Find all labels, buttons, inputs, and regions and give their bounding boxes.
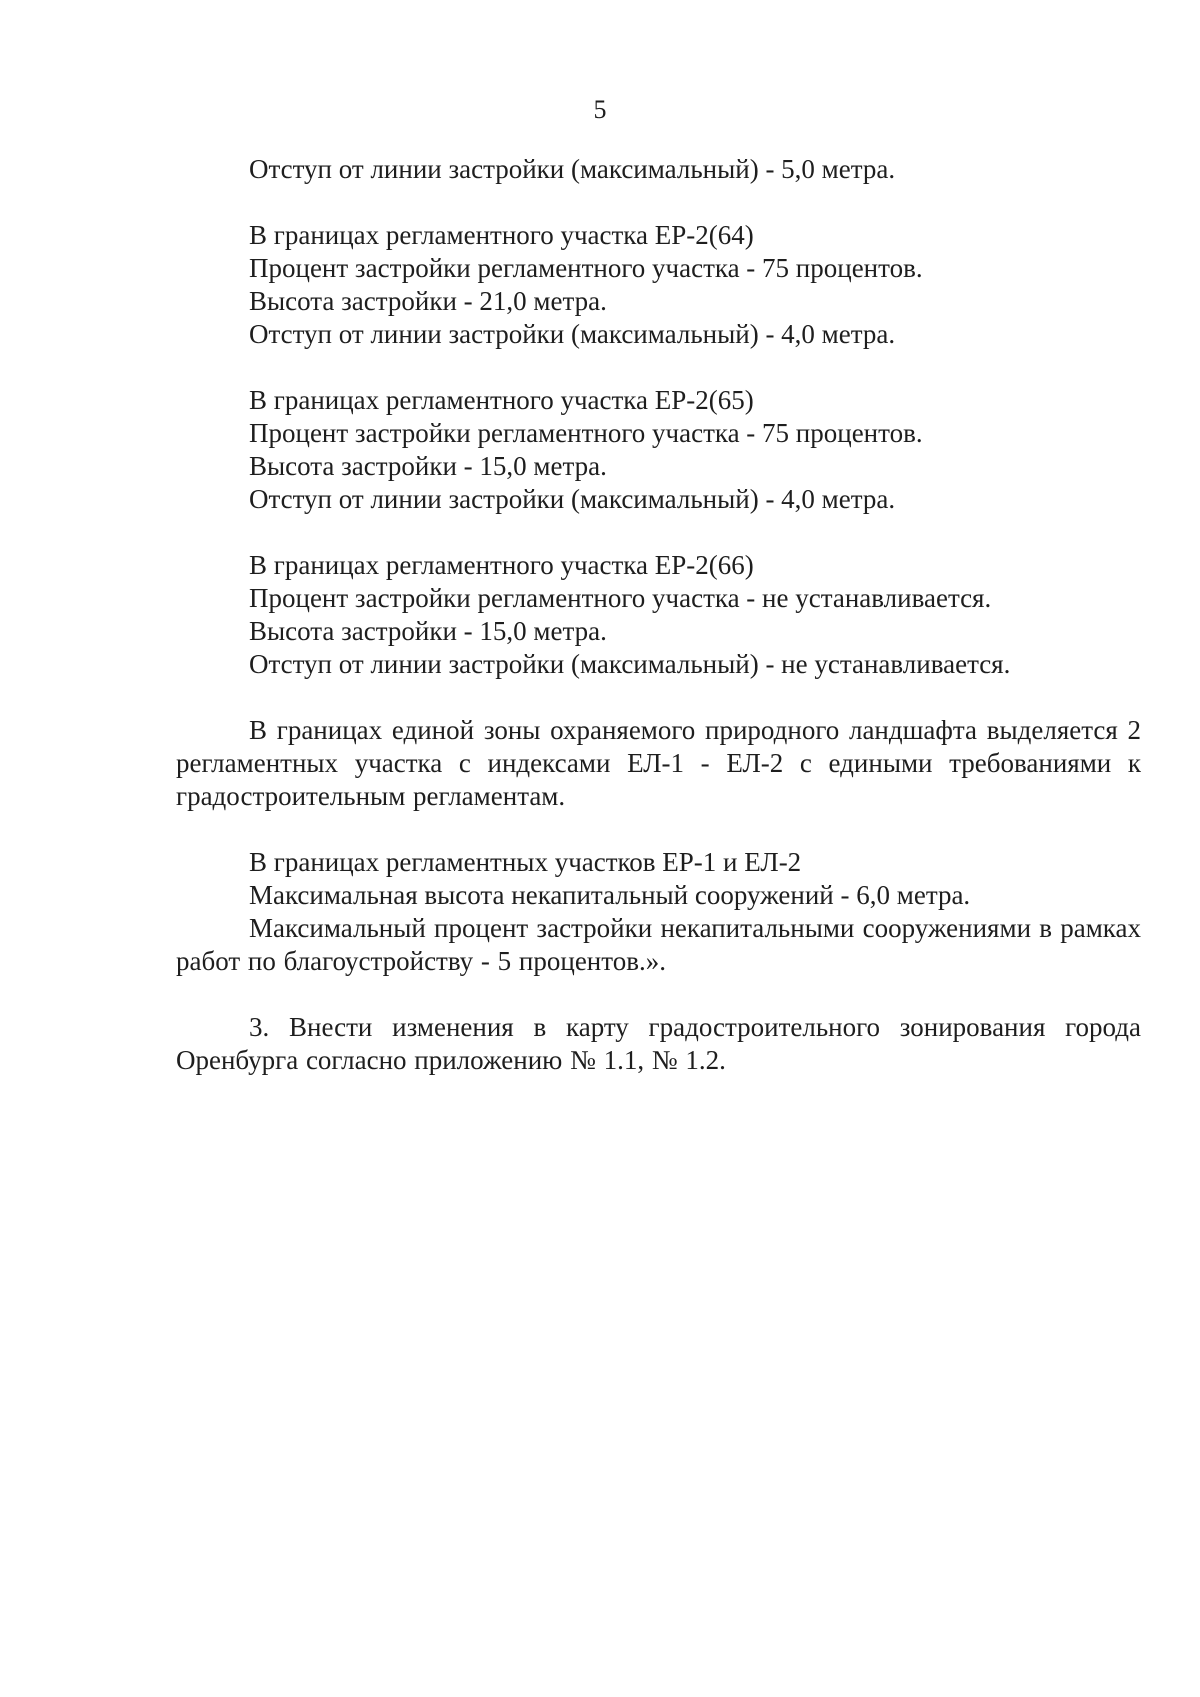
block-heading: В границах регламентного участка ЕР-2(65)	[249, 385, 754, 415]
setback-line: Отступ от линии застройки (максимальный) - не устанавливается.	[249, 649, 1011, 679]
regulation-block-er2-65	[176, 384, 1141, 516]
max-percent-paragraph: Максимальный процент застройки некапитальными сооружениями в рамках работ по благоустройству - 5 процентов.».	[176, 913, 1141, 976]
item-3-paragraph: 3. Внести изменения в карту градостроительного зонирования города Оренбурга согласно приложению № 1.1, № 1.2.	[176, 1012, 1141, 1075]
height-line: Высота застройки - 21,0 метра.	[249, 286, 607, 316]
setback-line: Отступ от линии застройки (максимальный) - 4,0 метра.	[249, 484, 896, 514]
document-body	[176, 153, 1141, 1110]
percent-line: Процент застройки регламентного участка - 75 процентов.	[249, 418, 923, 448]
height-line: Высота застройки - 15,0 метра.	[249, 616, 607, 646]
continued-block	[176, 153, 1141, 186]
page-number: 5	[593, 95, 607, 124]
regulation-block-er2-64	[176, 219, 1141, 351]
block-heading: В границах регламентного участка ЕР-2(64)	[249, 220, 754, 250]
block-heading: В границах регламентного участка ЕР-2(66)	[249, 550, 754, 580]
height-line: Высота застройки - 15,0 метра.	[249, 451, 607, 481]
setback-line: Отступ от линии застройки (максимальный) - 5,0 метра.	[249, 154, 896, 184]
percent-line: Процент застройки регламентного участка - 75 процентов.	[249, 253, 923, 283]
setback-line: Отступ от линии застройки (максимальный) - 4,0 метра.	[249, 319, 896, 349]
regulation-block-er1-el2	[176, 846, 1141, 978]
landscape-zone-paragraph: В границах единой зоны охраняемого природного ландшафта выделяется 2 регламентных участка с индексами ЕЛ-1 - ЕЛ-2 с едиными требованиями к градостроительным регламентам.	[176, 715, 1141, 811]
block-heading: В границах регламентных участков ЕР-1 и ЕЛ-2	[249, 847, 802, 877]
percent-line: Процент застройки регламентного участка - не устанавливается.	[249, 583, 992, 613]
max-height-line: Максимальная высота некапитальный сооружений - 6,0 метра.	[249, 880, 971, 910]
regulation-block-er2-66	[176, 549, 1141, 681]
